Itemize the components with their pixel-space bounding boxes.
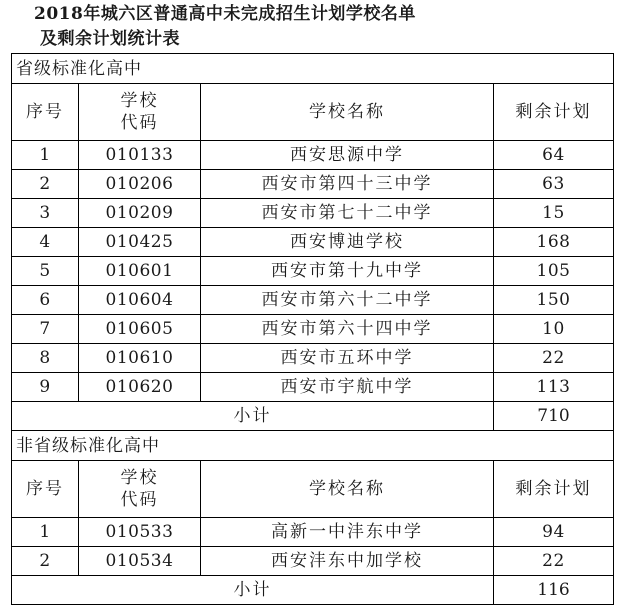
cell-remaining: 150 <box>494 286 614 315</box>
cell-school-name: 西安市第七十二中学 <box>201 199 494 228</box>
cell-index: 4 <box>12 228 79 257</box>
column-header-row <box>12 84 614 141</box>
cell-remaining: 22 <box>494 344 614 373</box>
cell-code: 010534 <box>79 547 201 576</box>
column-header-remaining: 剩余计划 <box>494 461 614 518</box>
cell-code: 010604 <box>79 286 201 315</box>
cell-code: 010206 <box>79 170 201 199</box>
cell-code: 010425 <box>79 228 201 257</box>
column-header-code <box>79 84 201 141</box>
cell-remaining: 22 <box>494 547 614 576</box>
cell-school-name: 西安市第六十二中学 <box>201 286 494 315</box>
cell-remaining: 105 <box>494 257 614 286</box>
subtotal-row-provincial <box>12 402 614 431</box>
cell-code: 010209 <box>79 199 201 228</box>
column-header-code-line1: 学校 <box>120 91 159 111</box>
column-header-row <box>12 461 614 518</box>
cell-index: 1 <box>12 518 79 547</box>
title-line-1: 2018年城六区普通高中未完成招生计划学校名单 <box>34 4 416 24</box>
cell-code: 010605 <box>79 315 201 344</box>
subtotal-row-non-provincial <box>12 576 614 605</box>
section-header-provincial <box>12 54 614 84</box>
section-title: 省级标准化高中 <box>12 54 614 84</box>
cell-school-name: 西安市宇航中学 <box>201 373 494 402</box>
cell-code: 010610 <box>79 344 201 373</box>
column-header-code <box>79 461 201 518</box>
cell-index: 3 <box>12 199 79 228</box>
cell-code: 010133 <box>79 141 201 170</box>
table-row <box>12 199 614 228</box>
table-row <box>12 286 614 315</box>
column-header-code-line2: 代码 <box>120 490 159 510</box>
cell-index: 6 <box>12 286 79 315</box>
cell-index: 9 <box>12 373 79 402</box>
cell-remaining: 113 <box>494 373 614 402</box>
cell-remaining: 64 <box>494 141 614 170</box>
cell-code: 010533 <box>79 518 201 547</box>
cell-index: 8 <box>12 344 79 373</box>
cell-school-name: 西安博迪学校 <box>201 228 494 257</box>
table-row <box>12 373 614 402</box>
cell-code: 010601 <box>79 257 201 286</box>
document-title <box>34 2 604 52</box>
column-header-code-line1: 学校 <box>120 468 159 488</box>
column-header-name: 学校名称 <box>201 461 494 518</box>
cell-school-name: 西安市第四十三中学 <box>201 170 494 199</box>
cell-school-name: 高新一中沣东中学 <box>201 518 494 547</box>
table-row <box>12 547 614 576</box>
title-line-2: 及剩余计划统计表 <box>40 29 180 49</box>
table-row <box>12 257 614 286</box>
cell-school-name: 西安市第十九中学 <box>201 257 494 286</box>
table-row <box>12 344 614 373</box>
table-row <box>12 518 614 547</box>
column-header-remaining: 剩余计划 <box>494 84 614 141</box>
cell-index: 2 <box>12 547 79 576</box>
subtotal-label: 小计 <box>12 402 494 431</box>
cell-school-name: 西安思源中学 <box>201 141 494 170</box>
cell-code: 010620 <box>79 373 201 402</box>
column-header-code-line2: 代码 <box>120 113 159 133</box>
column-header-index: 序号 <box>12 84 79 141</box>
section-header-non-provincial <box>12 431 614 461</box>
table-row <box>12 141 614 170</box>
subtotal-value: 710 <box>494 402 614 431</box>
cell-remaining: 168 <box>494 228 614 257</box>
column-header-name: 学校名称 <box>201 84 494 141</box>
section-title: 非省级标准化高中 <box>12 431 614 461</box>
plan-table <box>11 53 614 605</box>
cell-remaining: 63 <box>494 170 614 199</box>
cell-index: 7 <box>12 315 79 344</box>
cell-remaining: 15 <box>494 199 614 228</box>
cell-index: 5 <box>12 257 79 286</box>
subtotal-value: 116 <box>494 576 614 605</box>
column-header-index: 序号 <box>12 461 79 518</box>
table-row <box>12 228 614 257</box>
subtotal-label: 小计 <box>12 576 494 605</box>
cell-school-name: 西安市五环中学 <box>201 344 494 373</box>
cell-remaining: 10 <box>494 315 614 344</box>
cell-index: 1 <box>12 141 79 170</box>
table-row <box>12 315 614 344</box>
table-row <box>12 170 614 199</box>
cell-school-name: 西安市第六十四中学 <box>201 315 494 344</box>
cell-index: 2 <box>12 170 79 199</box>
cell-school-name: 西安沣东中加学校 <box>201 547 494 576</box>
cell-remaining: 94 <box>494 518 614 547</box>
